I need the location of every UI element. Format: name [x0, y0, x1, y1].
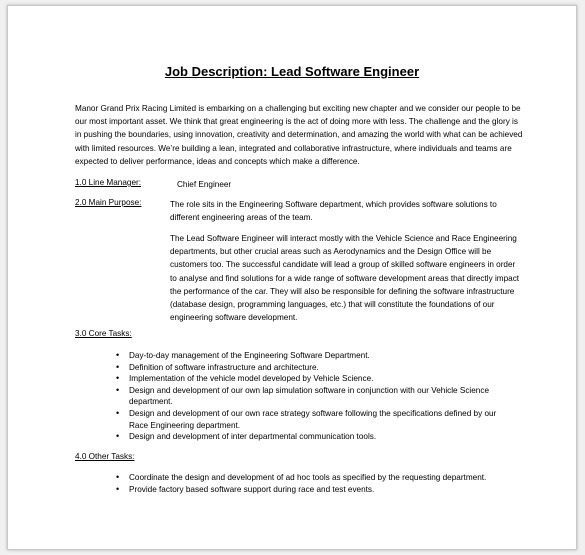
- core-tasks-list: [116, 350, 516, 443]
- other-tasks-label: 4.0 Other Tasks:: [75, 452, 135, 461]
- list-item: • Design and development of our own lap simulation software in conjunction with our Vehicle Science department.: [116, 385, 516, 408]
- core-tasks-label: 3.0 Core Tasks:: [75, 329, 132, 338]
- list-item: • Implementation of the vehicle model developed by Vehicle Science.: [116, 373, 516, 385]
- list-item: • Day-to-day management of the Engineering Software Department.: [116, 350, 516, 362]
- other-tasks-list: [116, 472, 516, 495]
- main-purpose-paragraph-1: The role sits in the Engineering Software department, which provides software solutions to different engineering areas of the team.: [170, 200, 497, 223]
- list-item: • Design and development of inter departmental communication tools.: [116, 431, 516, 443]
- line-manager-value: Chief Engineer: [177, 180, 232, 189]
- document-page: [7, 5, 577, 550]
- line-manager-label: 1.0 Line Manager:: [75, 178, 141, 187]
- intro-paragraph: Manor Grand Prix Racing Limited is embarking on a challenging but exciting new chapter and we consider our people to be our most important asset. We think that great engineering is the act of doing more with less. The challenge and the glory is in pushing the boundaries, using innovation, creativity and determination, and amazing the world with what can be achieved with limited resources. We’re building a lean, integrated and collaborative infrastructure, where individuals and teams are expected to deliver performance, ideas and concepts which make a difference.: [75, 104, 523, 166]
- document-title: Job Description: Lead Software Engineer: [164, 64, 420, 79]
- list-item: • Coordinate the design and development of ad hoc tools as specified by the requesting department.: [116, 472, 516, 484]
- main-purpose-paragraph-2: The Lead Software Engineer will interact mostly with the Vehicle Science and Race Engineering departments, but other crucial areas such as Aerodynamics and the Design Office will be customers too. The successful candidate will lead a group of skilled software engineers in order to analyse and find solutions for a wide range of software development areas that directly impact the performance of the car. They will also be responsible for defining the software infrastructure (database design, programming languages, etc.) that will constitute the foundations of our engineering software development.: [170, 234, 520, 323]
- list-item: • Definition of software infrastructure and architecture.: [116, 362, 516, 374]
- list-item: • Design and development of our own race strategy software following the specifications defined by our Race Engineering department.: [116, 408, 516, 431]
- main-purpose-label: 2.0 Main Purpose:: [75, 198, 142, 207]
- list-item: • Provide factory based software support during race and test events.: [116, 484, 516, 496]
